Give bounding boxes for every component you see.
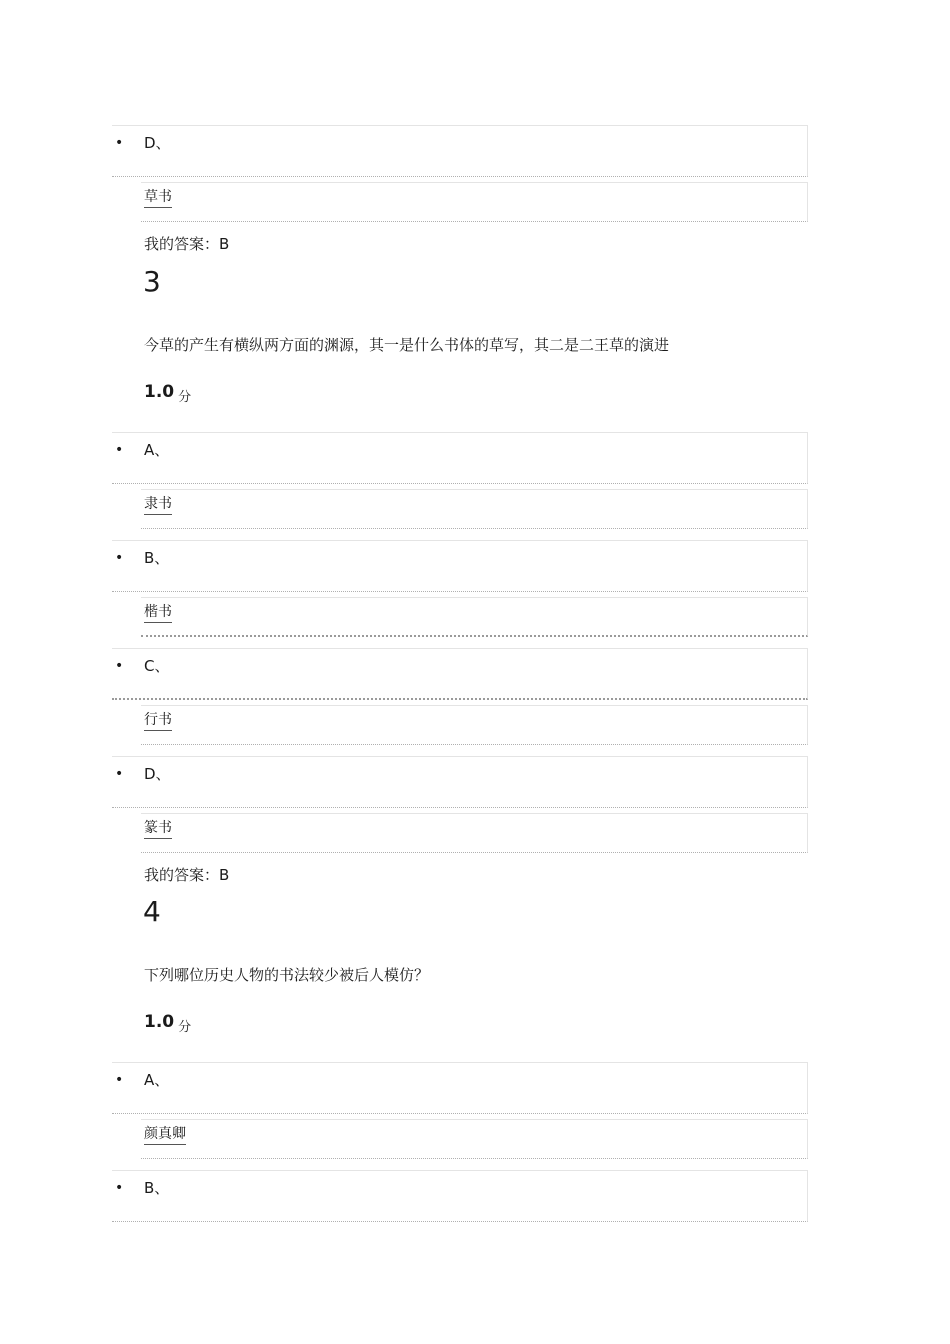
question-score — [144, 1011, 191, 1035]
option-row-b[interactable] — [112, 540, 808, 592]
option-answer-text: 楷书 — [144, 603, 172, 623]
option-letter: C、 — [144, 657, 170, 675]
option-row[interactable] — [112, 125, 808, 177]
option-letter: D、 — [144, 765, 171, 783]
question-number: 4 — [143, 895, 161, 928]
score-value: 1.0 — [144, 1012, 175, 1032]
bullet-icon: • — [115, 766, 124, 782]
option-letter: B、 — [144, 1179, 170, 1197]
option-row-a[interactable] — [112, 1062, 808, 1114]
option-answer-box-a[interactable] — [141, 1119, 808, 1159]
option-answer-text: 行书 — [144, 711, 172, 731]
option-row-a[interactable] — [112, 432, 808, 484]
score-unit: 分 — [178, 1020, 192, 1035]
option-row-c[interactable] — [112, 648, 808, 700]
option-letter: B、 — [144, 549, 170, 567]
bullet-icon: • — [115, 1072, 124, 1088]
score-value: 1.0 — [144, 382, 175, 402]
my-answer: 我的答案：B — [144, 235, 230, 253]
bullet-icon: • — [115, 550, 124, 566]
bullet-icon: • — [115, 442, 124, 458]
option-answer-box-b[interactable] — [141, 597, 808, 637]
option-answer-box-a[interactable] — [141, 489, 808, 529]
option-answer-box-c[interactable] — [141, 705, 808, 745]
option-answer-box-d[interactable] — [141, 813, 808, 853]
bullet-icon: • — [115, 1180, 124, 1196]
bullet-icon: • — [115, 135, 124, 151]
score-unit: 分 — [178, 390, 192, 405]
option-answer-text: 草书 — [144, 188, 172, 208]
option-letter: D、 — [144, 134, 171, 152]
question-number: 3 — [143, 265, 161, 298]
option-letter: A、 — [144, 441, 170, 459]
option-answer-text: 隶书 — [144, 495, 172, 515]
question-text: 今草的产生有横纵两方面的渊源，其一是什么书体的草写，其二是二王草的演进 — [144, 336, 670, 354]
option-answer-text: 篆书 — [144, 819, 172, 839]
my-answer: 我的答案：B — [144, 866, 230, 884]
option-answer-text: 颜真卿 — [144, 1125, 186, 1145]
option-letter: A、 — [144, 1071, 170, 1089]
bullet-icon: • — [115, 658, 124, 674]
option-answer-box[interactable] — [141, 182, 808, 222]
option-row-d[interactable] — [112, 756, 808, 808]
question-text: 下列哪位历史人物的书法较少被后人模仿？ — [144, 966, 430, 984]
option-row-b[interactable] — [112, 1170, 808, 1222]
question-score — [144, 381, 191, 405]
